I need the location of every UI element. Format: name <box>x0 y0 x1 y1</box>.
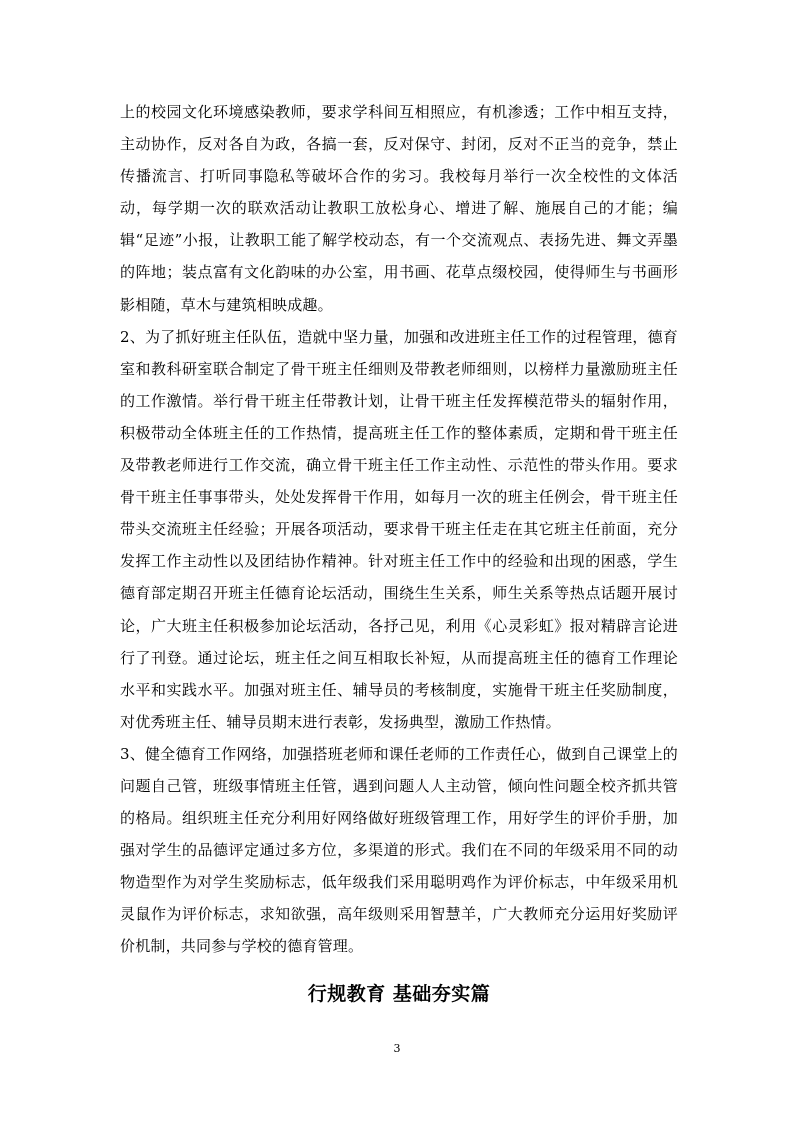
paragraph-campus-culture: 上的校园文化环境感染教师，要求学科间互相照应，有机渗透；工作中相互支持，主动协作，反对各自为政，各搞一套，反对保守、封闭，反对不正当的竞争，禁止传播流言、打听同事隐私等破坏合作的劣习。我校每月举行一次全校性的文体活动，每学期一次的联欢活动让教职工放松身心、增进了解、施展自己的才能；编辑“足迹”小报，让教职工能了解学校动态，有一个交流观点、表扬先进、舞文弄墨的阵地；装点富有文化韵味的办公室，用书画、花草点缀校园，使得师生与书画形影相随，草木与建筑相映成趣。 <box>120 103 678 314</box>
paragraph-head-teacher-team: 2、为了抓好班主任队伍，造就中坚力量，加强和改进班主任工作的过程管理，德育室和教科研室联合制定了骨干班主任细则及带教老师细则，以榜样力量激励班主任的工作激情。举行骨干班主任带教计划，让骨干班主任发挥模范带头的辐射作用，积极带动全体班主任的工作热情，提高班主任工作的整体素质，定期和骨干班主任及带教老师进行工作交流，确立骨干班主任工作主动性、示范性的带头作用。要求骨干班主任事事带头，处处发挥骨干作用，如每月一次的班主任例会，骨干班主任带头交流班主任经验；开展各项活动，要求骨干班主任走在其它班主任前面，充分发挥工作主动性以及团结协作精神。针对班主任工作中的经验和出现的困惑，学生德育部定期召开班主任德育论坛活动，围绕生生关系，师生关系等热点话题开展讨论，广大班主任积极参加论坛活动，各抒己见，利用《心灵彩虹》报对精辟言论进行了刊登。通过论坛，班主任之间互相取长补短，从而提高班主任的德育工作理论水平和实践水平。加强对班主任、辅导员的考核制度，实施骨干班主任奖励制度，对优秀班主任、辅导员期末进行表彰，发扬典型，激励工作热情。 <box>120 327 678 731</box>
body-text <box>120 96 678 963</box>
page-number: 3 <box>393 1042 401 1055</box>
section-heading: 行规教育 基础夯实篇 <box>307 983 491 1005</box>
paragraph-moral-education-network: 3、健全德育工作网络，加强搭班老师和课任老师的工作责任心，做到自己课堂上的问题自己管，班级事情班主任管，遇到问题人人主动管，倾向性问题全校齐抓共管的格局。组织班主任充分利用好网络做好班级管理工作，用好学生的评价手册，加强对学生的品德评定通过多方位，多渠道的形式。我们在不同的年级采用不同的动物造型作为对学生奖励标志，低年级我们采用聪明鸡作为评价标志，中年级采用机灵鼠作为评价标志，求知欲强，高年级则采用智慧羊，广大教师充分运用好奖励评价机制，共同参与学校的德育管理。 <box>120 744 678 956</box>
